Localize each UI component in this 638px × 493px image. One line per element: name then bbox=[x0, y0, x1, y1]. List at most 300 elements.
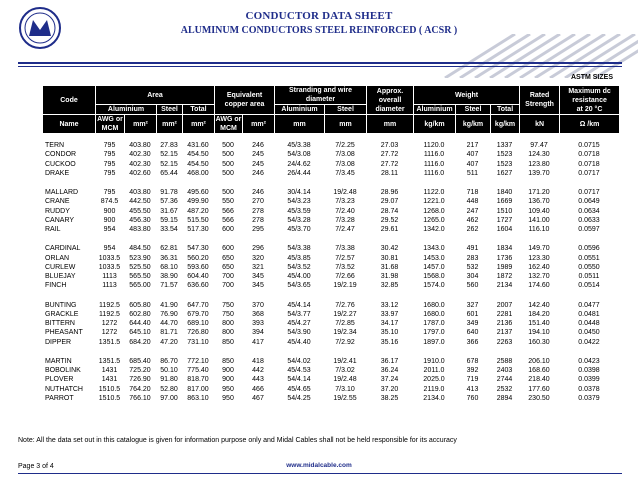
table-cell: 26/4.44 bbox=[287, 169, 311, 177]
table-cell: 368 bbox=[252, 310, 264, 318]
col-area: Area bbox=[96, 86, 215, 105]
table-cell: 7/3.08 bbox=[335, 160, 355, 168]
table-cell: 7/3.45 bbox=[335, 169, 355, 177]
table-cell: 950 bbox=[222, 395, 234, 403]
table-cell: 636.60 bbox=[187, 282, 209, 290]
table-cell: 1221.0 bbox=[423, 198, 445, 206]
group-spacer bbox=[42, 347, 619, 357]
table-cell: 402.60 bbox=[129, 169, 151, 177]
table-cell: 1897.0 bbox=[423, 338, 445, 346]
table-row bbox=[42, 375, 619, 384]
table-cell: 640 bbox=[466, 329, 479, 337]
table-cell: 1457.0 bbox=[423, 263, 445, 271]
table-cell: 1272 bbox=[101, 320, 118, 328]
table-cell: 1120.0 bbox=[423, 142, 445, 149]
table-cell: 32.85 bbox=[380, 282, 399, 290]
table-cell: 1727 bbox=[496, 216, 513, 224]
table-cell: 217 bbox=[466, 142, 479, 149]
table-cell: 36.24 bbox=[380, 367, 399, 375]
table-cell: 1574.0 bbox=[423, 282, 445, 290]
conductor-code: CRANE bbox=[45, 198, 70, 206]
table-cell: 1337 bbox=[496, 142, 513, 149]
table-cell: 644.40 bbox=[129, 320, 151, 328]
unit-kgkm: kg/km bbox=[414, 115, 456, 134]
table-cell: 160.30 bbox=[528, 338, 550, 346]
table-cell: 246 bbox=[252, 142, 264, 149]
table-cell: 123.30 bbox=[528, 254, 550, 262]
table-cell: 499.90 bbox=[187, 198, 209, 206]
table-cell: 491 bbox=[466, 245, 479, 253]
conductor-code: ORLAN bbox=[45, 254, 70, 262]
table-cell: 97.00 bbox=[160, 395, 178, 403]
table-cell: 91.80 bbox=[160, 376, 178, 384]
table-cell: 684.20 bbox=[129, 338, 151, 346]
table-cell: 327 bbox=[466, 301, 479, 309]
table-cell: 565.50 bbox=[129, 273, 151, 281]
col-strand-steel: Steel bbox=[325, 105, 367, 115]
table-row bbox=[42, 197, 619, 206]
conductor-code: FINCH bbox=[45, 282, 67, 290]
table-cell: 462 bbox=[466, 216, 479, 224]
table-cell: 1116.0 bbox=[423, 151, 445, 159]
table-cell: 1797.0 bbox=[423, 329, 445, 337]
table-cell: 28.74 bbox=[380, 207, 399, 215]
table-cell: 402.30 bbox=[129, 151, 151, 159]
table-cell: 7/3.38 bbox=[335, 245, 355, 253]
col-code: Code bbox=[43, 86, 96, 115]
table-cell: 47.20 bbox=[160, 338, 178, 346]
table-cell: 86.70 bbox=[160, 357, 178, 365]
table-cell: 900 bbox=[103, 207, 116, 215]
table-row bbox=[42, 244, 619, 253]
table-cell: 45/4.27 bbox=[287, 320, 311, 328]
table-cell: 296 bbox=[252, 245, 264, 253]
table-cell: 650 bbox=[222, 263, 234, 271]
unit-mm: mm bbox=[275, 115, 325, 134]
conductor-code: NUTHATCH bbox=[45, 385, 83, 393]
unit-mm: mm bbox=[367, 115, 414, 134]
col-area-total: Total bbox=[183, 105, 215, 115]
table-row bbox=[42, 328, 619, 337]
table-cell: 45/3.59 bbox=[287, 207, 311, 215]
table-cell: 764.20 bbox=[129, 385, 151, 393]
table-cell: 19/2.27 bbox=[333, 310, 357, 318]
table-cell: 29.61 bbox=[380, 226, 399, 234]
unit-mm2: mm² bbox=[243, 115, 275, 134]
conductor-code: RAIL bbox=[45, 226, 61, 234]
table-cell: 0.0551 bbox=[578, 254, 600, 262]
table-cell: 456.30 bbox=[129, 216, 151, 224]
conductor-code: BLUEJAY bbox=[45, 273, 76, 281]
table-cell: 247 bbox=[466, 207, 479, 215]
table-cell: 689.10 bbox=[187, 320, 209, 328]
table-cell: 547.30 bbox=[187, 245, 209, 253]
table-cell: 320 bbox=[252, 254, 264, 262]
table-cell: 1343.0 bbox=[423, 245, 445, 253]
table-cell: 30/4.14 bbox=[287, 188, 311, 196]
table-cell: 36.17 bbox=[380, 357, 399, 365]
table-cell: 7/3.02 bbox=[335, 367, 355, 375]
table-header bbox=[42, 85, 620, 134]
conductor-code: CUCKOO bbox=[45, 160, 76, 168]
table-cell: 1989 bbox=[496, 263, 513, 271]
table-cell: 71.57 bbox=[160, 282, 178, 290]
table-cell: 0.0634 bbox=[578, 207, 600, 215]
table-cell: 29.07 bbox=[380, 198, 399, 206]
table-cell: 500 bbox=[222, 151, 234, 159]
table-cell: 29.52 bbox=[380, 216, 399, 224]
table-cell: 766.10 bbox=[129, 395, 151, 403]
table-cell: 407 bbox=[466, 151, 479, 159]
table-cell: 124.30 bbox=[528, 151, 550, 159]
data-table bbox=[42, 141, 619, 403]
table-cell: 54/4.25 bbox=[287, 395, 311, 403]
conductor-code: BITTERN bbox=[45, 320, 75, 328]
table-cell: 1510.5 bbox=[98, 395, 121, 403]
table-row bbox=[42, 160, 619, 169]
table-cell: 605.80 bbox=[129, 301, 151, 309]
table-cell: 2007 bbox=[496, 301, 513, 309]
disclaimer-note: Note: All the data set out in this catalogue is given for information purpose only and Midal Cables shall not be held responsible for its accuracy bbox=[18, 437, 457, 444]
table-cell: 230.50 bbox=[528, 395, 550, 403]
table-cell: 0.0379 bbox=[578, 395, 600, 403]
table-cell: 817.00 bbox=[187, 385, 209, 393]
table-cell: 142.40 bbox=[528, 301, 550, 309]
unit-kgkm: kg/km bbox=[456, 115, 491, 134]
table-cell: 772.10 bbox=[187, 357, 209, 365]
group-spacer bbox=[42, 234, 619, 244]
col-approx: Approx. overall diameter bbox=[367, 86, 414, 115]
table-cell: 403.80 bbox=[129, 142, 151, 149]
table-cell: 132.70 bbox=[528, 273, 550, 281]
cable-strands-graphic bbox=[405, 34, 638, 78]
table-cell: 483.80 bbox=[129, 226, 151, 234]
table-cell: 0.0481 bbox=[578, 310, 600, 318]
conductor-code: CONDOR bbox=[45, 151, 77, 159]
table-cell: 2134 bbox=[496, 282, 513, 290]
conductor-code: GRACKLE bbox=[45, 310, 79, 318]
table-cell: 35.16 bbox=[380, 338, 399, 346]
table-cell: 2744 bbox=[496, 376, 513, 384]
table-cell: 54/4.14 bbox=[287, 376, 311, 384]
table-cell: 45/4.40 bbox=[287, 338, 311, 346]
conductor-code: BOBOLINK bbox=[45, 367, 81, 375]
table-cell: 0.0597 bbox=[578, 226, 600, 234]
unit-awg: AWG or MCM bbox=[97, 116, 123, 132]
table-cell: 900 bbox=[103, 216, 116, 224]
table-cell: 366 bbox=[466, 338, 479, 346]
table-row bbox=[42, 301, 619, 310]
table-cell: 31.98 bbox=[380, 273, 399, 281]
table-cell: 33.97 bbox=[380, 310, 399, 318]
table-cell: 139.70 bbox=[528, 169, 550, 177]
table-cell: 45/4.65 bbox=[287, 385, 311, 393]
table-row bbox=[42, 254, 619, 263]
table-cell: 54/3.28 bbox=[287, 216, 311, 224]
astm-label: ASTM SIZES bbox=[570, 74, 613, 81]
table-cell: 800 bbox=[222, 320, 234, 328]
table-row bbox=[42, 216, 619, 225]
table-cell: 402.30 bbox=[129, 160, 151, 168]
table-cell: 45/3.70 bbox=[287, 226, 311, 234]
table-cell: 448 bbox=[466, 198, 479, 206]
table-cell: 685.40 bbox=[129, 357, 151, 365]
table-cell: 283 bbox=[466, 254, 479, 262]
table-cell: 7/3.08 bbox=[335, 151, 355, 159]
table-cell: 1268.0 bbox=[423, 207, 445, 215]
table-cell: 1342.0 bbox=[423, 226, 445, 234]
table-cell: 109.40 bbox=[528, 207, 550, 215]
table-cell: 0.0399 bbox=[578, 376, 600, 384]
col-stranding: Stranding and wire diameter bbox=[275, 86, 367, 105]
table-cell: 560 bbox=[466, 282, 479, 290]
table-cell: 0.0398 bbox=[578, 367, 600, 375]
header-rule-thin bbox=[18, 66, 622, 67]
table-cell: 206.10 bbox=[528, 357, 550, 365]
table-cell: 2011.0 bbox=[423, 367, 445, 375]
table-cell: 1122.0 bbox=[423, 188, 445, 196]
table-cell: 321 bbox=[252, 263, 264, 271]
table-cell: 466 bbox=[252, 385, 264, 393]
col-equivalent: Equivalent copper area bbox=[215, 86, 275, 115]
col-area-steel: Steel bbox=[157, 105, 183, 115]
table-cell: 700 bbox=[222, 273, 234, 281]
table-cell: 171.20 bbox=[528, 188, 550, 196]
table-cell: 19/2.55 bbox=[333, 395, 357, 403]
table-cell: 407 bbox=[466, 160, 479, 168]
table-cell: 168.60 bbox=[528, 367, 550, 375]
col-weight-total: Total bbox=[491, 105, 520, 115]
table-cell: 679.70 bbox=[187, 310, 209, 318]
table-cell: 38.90 bbox=[160, 273, 178, 281]
group-spacer bbox=[42, 178, 619, 188]
table-cell: 7/2.47 bbox=[335, 226, 355, 234]
table-cell: 184.20 bbox=[528, 310, 550, 318]
table-cell: 678 bbox=[466, 357, 479, 365]
table-cell: 345 bbox=[252, 273, 264, 281]
table-cell: 270 bbox=[252, 198, 264, 206]
table-row bbox=[42, 385, 619, 394]
table-cell: 1033.5 bbox=[98, 254, 121, 262]
conductor-code: TERN bbox=[45, 142, 65, 149]
table-cell: 1787.0 bbox=[423, 320, 445, 328]
table-cell: 45/4.14 bbox=[287, 301, 311, 309]
table-cell: 27.72 bbox=[380, 160, 399, 168]
unit-kn: kN bbox=[520, 115, 560, 134]
table-cell: 454.50 bbox=[187, 151, 209, 159]
table-cell: 1192.5 bbox=[99, 310, 120, 318]
table-cell: 7/2.66 bbox=[335, 273, 355, 281]
table-cell: 1431 bbox=[101, 376, 118, 384]
table-cell: 52.15 bbox=[160, 160, 178, 168]
table-cell: 41.90 bbox=[160, 301, 178, 309]
table-cell: 954 bbox=[103, 226, 116, 234]
table-cell: 442 bbox=[252, 367, 264, 375]
website-link[interactable]: www.midalcable.com bbox=[286, 462, 352, 469]
table-cell: 7/2.40 bbox=[335, 207, 355, 215]
table-cell: 1453.0 bbox=[423, 254, 445, 262]
table-cell: 245 bbox=[252, 151, 264, 159]
table-cell: 1604 bbox=[496, 226, 513, 234]
table-row bbox=[42, 207, 619, 216]
table-cell: 0.0633 bbox=[578, 216, 600, 224]
table-cell: 1840 bbox=[496, 188, 513, 196]
table-cell: 177.60 bbox=[528, 385, 550, 393]
table-cell: 413 bbox=[466, 385, 479, 393]
conductor-code: PARROT bbox=[45, 395, 74, 403]
table-cell: 151.40 bbox=[528, 320, 550, 328]
table-cell: 0.0423 bbox=[578, 357, 600, 365]
table-row bbox=[42, 310, 619, 319]
conductor-code: CURLEW bbox=[45, 263, 76, 271]
table-cell: 795 bbox=[103, 188, 116, 196]
table-cell: 0.0550 bbox=[578, 263, 600, 271]
table-cell: 54/3.38 bbox=[287, 245, 311, 253]
table-row bbox=[42, 141, 619, 150]
table-cell: 1510.5 bbox=[98, 385, 121, 393]
table-cell: 45/3.85 bbox=[287, 254, 311, 262]
table-cell: 27.03 bbox=[380, 142, 399, 149]
table-cell: 2025.0 bbox=[423, 376, 445, 384]
table-cell: 45/4.53 bbox=[287, 367, 311, 375]
conductor-code: PLOVER bbox=[45, 376, 74, 384]
table-cell: 0.0477 bbox=[578, 301, 600, 309]
table-cell: 874.5 bbox=[100, 198, 119, 206]
conductor-code: CARDINAL bbox=[45, 245, 81, 253]
conductor-code: RUDDY bbox=[45, 207, 70, 215]
table-cell: 0.0718 bbox=[578, 151, 600, 159]
conductor-code: BUNTING bbox=[45, 301, 77, 309]
conductor-code: MARTIN bbox=[45, 357, 72, 365]
table-cell: 7/3.52 bbox=[335, 263, 355, 271]
col-weight: Weight bbox=[414, 86, 520, 105]
table-cell: 28.11 bbox=[381, 169, 398, 177]
table-cell: 417 bbox=[252, 338, 264, 346]
table-cell: 468.00 bbox=[187, 169, 209, 177]
table-cell: 27.72 bbox=[380, 151, 399, 159]
table-row bbox=[42, 272, 619, 281]
table-cell: 7/2.85 bbox=[335, 320, 355, 328]
table-cell: 775.40 bbox=[187, 367, 209, 375]
table-cell: 500 bbox=[222, 142, 234, 149]
table-cell: 604.40 bbox=[187, 273, 209, 281]
table-cell: 35.10 bbox=[380, 329, 399, 337]
table-cell: 7/2.57 bbox=[335, 254, 355, 262]
table-cell: 30.81 bbox=[380, 254, 399, 262]
table-cell: 954 bbox=[103, 245, 116, 253]
table-cell: 500 bbox=[222, 160, 234, 168]
table-cell: 34.17 bbox=[380, 320, 399, 328]
table-cell: 950 bbox=[222, 385, 234, 393]
table-cell: 7/2.76 bbox=[335, 301, 355, 309]
table-cell: 19/2.19 bbox=[333, 282, 357, 290]
table-cell: 1272 bbox=[101, 329, 118, 337]
table-cell: 1113 bbox=[102, 282, 117, 290]
table-cell: 392 bbox=[466, 367, 479, 375]
table-cell: 795 bbox=[103, 169, 116, 177]
unit-ohm: Ω /km bbox=[560, 115, 620, 134]
table-cell: 500 bbox=[222, 188, 234, 196]
table-cell: 2119.0 bbox=[423, 385, 445, 393]
col-area-aluminium: Aluminium bbox=[96, 105, 157, 115]
table-cell: 0.0422 bbox=[578, 338, 600, 346]
table-cell: 174.60 bbox=[528, 282, 550, 290]
table-cell: 601 bbox=[466, 310, 479, 318]
table-cell: 750 bbox=[222, 310, 234, 318]
table-cell: 511 bbox=[466, 169, 479, 177]
table-cell: 52.80 bbox=[160, 385, 178, 393]
table-cell: 0.0596 bbox=[578, 245, 600, 253]
table-cell: 33.54 bbox=[160, 226, 178, 234]
table-cell: 1736 bbox=[496, 254, 513, 262]
table-cell: 45/4.00 bbox=[287, 273, 311, 281]
table-cell: 795 bbox=[103, 142, 116, 149]
table-cell: 295 bbox=[252, 226, 264, 234]
table-cell: 54/4.02 bbox=[287, 357, 311, 365]
table-cell: 149.70 bbox=[528, 245, 550, 253]
table-cell: 278 bbox=[252, 207, 264, 215]
table-cell: 1431 bbox=[101, 367, 118, 375]
table-cell: 1680.0 bbox=[423, 310, 445, 318]
table-cell: 304 bbox=[466, 273, 479, 281]
table-cell: 602.80 bbox=[129, 310, 151, 318]
table-cell: 19/2.34 bbox=[333, 329, 357, 337]
table-cell: 863.10 bbox=[187, 395, 209, 403]
group-spacer bbox=[42, 291, 619, 301]
table-cell: 455.50 bbox=[129, 207, 151, 215]
table-cell: 500 bbox=[222, 169, 234, 177]
table-cell: 141.00 bbox=[528, 216, 550, 224]
table-cell: 62.81 bbox=[160, 245, 178, 253]
table-cell: 0.0448 bbox=[578, 320, 600, 328]
conductor-code: DRAKE bbox=[45, 169, 70, 177]
table-cell: 484.50 bbox=[129, 245, 151, 253]
table-cell: 116.10 bbox=[528, 226, 550, 234]
table-cell: 2403 bbox=[496, 367, 513, 375]
table-row bbox=[42, 366, 619, 375]
table-cell: 0.0511 bbox=[578, 273, 600, 281]
table-cell: 218.40 bbox=[528, 376, 550, 384]
table-cell: 1910.0 bbox=[423, 357, 445, 365]
table-cell: 525.50 bbox=[129, 263, 151, 271]
table-cell: 818.70 bbox=[187, 376, 209, 384]
table-cell: 760 bbox=[466, 395, 479, 403]
table-cell: 495.60 bbox=[187, 188, 209, 196]
conductor-code: PHEASANT bbox=[45, 329, 83, 337]
table-cell: 725.20 bbox=[129, 367, 151, 375]
table-cell: 54/3.65 bbox=[287, 282, 311, 290]
table-cell: 2134.0 bbox=[423, 395, 445, 403]
table-cell: 900 bbox=[222, 376, 234, 384]
table-cell: 162.40 bbox=[528, 263, 550, 271]
table-cell: 0.0514 bbox=[578, 282, 600, 290]
table-row bbox=[42, 394, 619, 403]
conductor-code: DIPPER bbox=[45, 338, 72, 346]
table-cell: 81.71 bbox=[160, 329, 178, 337]
col-name: Name bbox=[43, 115, 96, 134]
table-cell: 850 bbox=[222, 357, 234, 365]
table-row bbox=[42, 169, 619, 178]
table-cell: 645.10 bbox=[129, 329, 151, 337]
table-cell: 370 bbox=[252, 301, 264, 309]
table-cell: 1192.5 bbox=[99, 301, 120, 309]
table-cell: 431.60 bbox=[187, 142, 209, 149]
table-cell: 246 bbox=[252, 169, 264, 177]
table-cell: 59.15 bbox=[160, 216, 178, 224]
col-rated: Rated Strength bbox=[520, 86, 560, 115]
table-cell: 600 bbox=[222, 226, 234, 234]
table-cell: 97.47 bbox=[530, 142, 548, 149]
